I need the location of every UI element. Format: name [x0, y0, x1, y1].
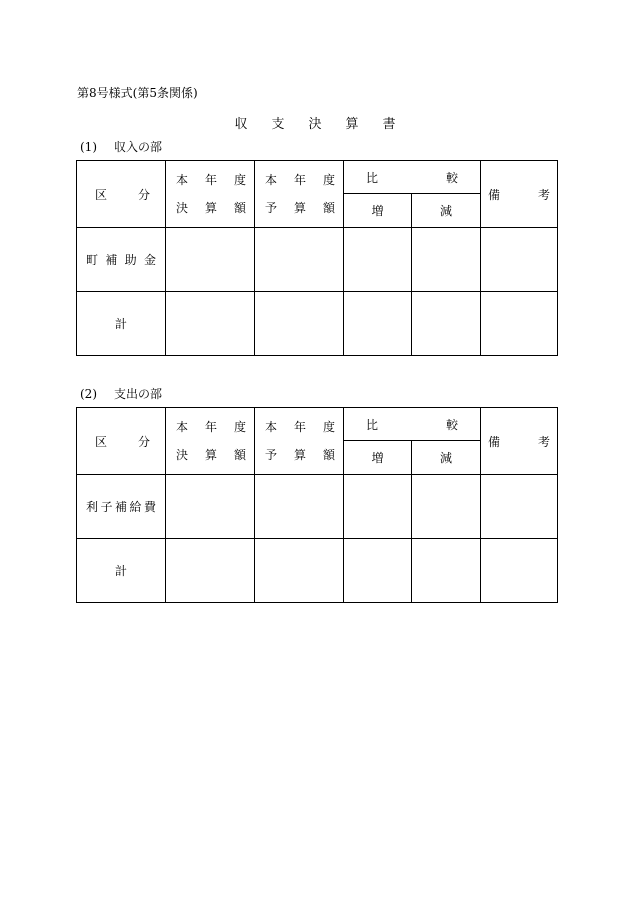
table-row	[77, 475, 558, 539]
cell-settlement[interactable]	[166, 228, 255, 292]
section-heading-income	[80, 138, 162, 155]
header-current-budget: 本 年 度 予 算 額	[255, 161, 344, 228]
row-label-total: 計	[77, 292, 166, 356]
cell-increase[interactable]	[344, 539, 412, 603]
header-decrease: 減	[412, 441, 481, 475]
table-row-total	[77, 539, 558, 603]
cell-decrease[interactable]	[412, 292, 481, 356]
cell-increase[interactable]	[344, 475, 412, 539]
expenditure-table	[76, 407, 558, 603]
cell-budget[interactable]	[255, 475, 344, 539]
income-table	[76, 160, 558, 356]
cell-decrease[interactable]	[412, 539, 481, 603]
header-current-settlement: 本 年 度 決 算 額	[166, 408, 255, 475]
row-label-interest-subsidy: 利 子 補 給 費	[77, 475, 166, 539]
cell-increase[interactable]	[344, 292, 412, 356]
cell-remarks[interactable]	[481, 539, 558, 603]
table-row-total	[77, 292, 558, 356]
table-row	[77, 228, 558, 292]
header-comparison: 比 較	[344, 161, 481, 194]
cell-settlement[interactable]	[166, 475, 255, 539]
section-heading-expenditure	[80, 385, 162, 402]
section-title: 収入の部	[114, 140, 163, 154]
header-decrease: 減	[412, 194, 481, 228]
cell-settlement[interactable]	[166, 292, 255, 356]
header-remarks: 備 考	[481, 408, 558, 475]
header-comparison: 比 較	[344, 408, 481, 441]
document-title: 収支決算書	[234, 117, 420, 132]
cell-increase[interactable]	[344, 228, 412, 292]
cell-decrease[interactable]	[412, 228, 481, 292]
row-label-total: 計	[77, 539, 166, 603]
header-increase: 増	[344, 194, 412, 228]
section-number: (2)	[80, 387, 97, 401]
section-title: 支出の部	[114, 387, 163, 401]
cell-budget[interactable]	[255, 539, 344, 603]
cell-budget[interactable]	[255, 228, 344, 292]
header-remarks: 備 考	[481, 161, 558, 228]
cell-budget[interactable]	[255, 292, 344, 356]
section-number: (1)	[80, 140, 97, 154]
cell-settlement[interactable]	[166, 539, 255, 603]
header-increase: 増	[344, 441, 412, 475]
header-kubun: 区 分	[77, 408, 166, 475]
cell-decrease[interactable]	[412, 475, 481, 539]
cell-remarks[interactable]	[481, 292, 558, 356]
header-current-settlement: 本 年 度 決 算 額	[166, 161, 255, 228]
cell-remarks[interactable]	[481, 475, 558, 539]
form-number-label: 第8号様式(第5条関係)	[77, 86, 198, 100]
row-label-subsidy: 町 補 助 金	[77, 228, 166, 292]
header-kubun: 区 分	[77, 161, 166, 228]
header-current-budget: 本 年 度 予 算 額	[255, 408, 344, 475]
cell-remarks[interactable]	[481, 228, 558, 292]
